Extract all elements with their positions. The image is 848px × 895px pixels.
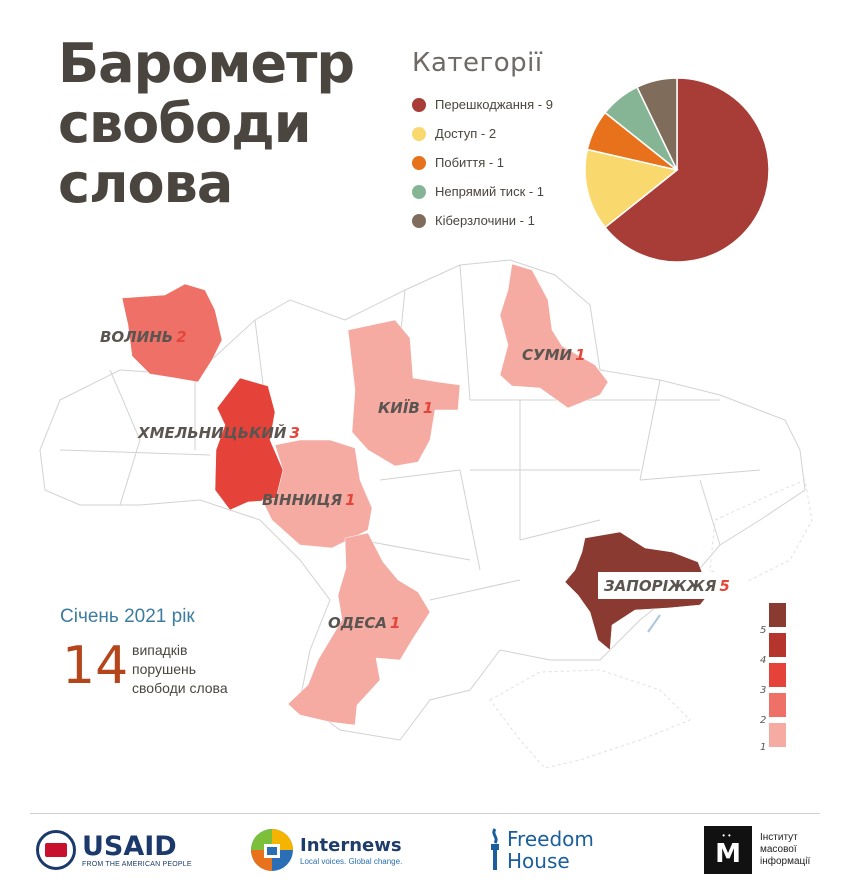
- region-count: 3: [289, 424, 300, 442]
- imi-logo[interactable]: [704, 822, 810, 878]
- scale-label: 4: [760, 655, 767, 666]
- footer-divider: [30, 813, 820, 814]
- usaid-tagline: FROM THE AMERICAN PEOPLE: [82, 860, 192, 868]
- region-name: ВОЛИНЬ: [100, 328, 174, 346]
- title-line: слова: [58, 152, 233, 215]
- usaid-name: USAID: [82, 830, 177, 862]
- scale-swatch-5: [769, 603, 786, 627]
- legend-label: Непрямий тиск - 1: [435, 184, 545, 199]
- desc-line: свободи слова: [132, 680, 228, 696]
- scale-swatch-1: [769, 723, 786, 747]
- usaid-seal-icon: [36, 830, 76, 870]
- imi-line: Інститут: [760, 832, 798, 843]
- scale-swatches: [769, 603, 786, 747]
- region-name: ЗАПОРІЖЖЯ: [604, 577, 717, 595]
- internews-tagline: Local voices. Global change.: [300, 856, 403, 866]
- region-name: СУМИ: [522, 346, 573, 364]
- imi-mark-icon: •• М: [704, 826, 752, 874]
- torch-icon: [488, 827, 502, 873]
- region-name: КИЇВ: [378, 399, 420, 417]
- scale-swatch-2: [769, 693, 786, 717]
- legend-title: Категорії: [412, 48, 543, 78]
- region-name: ОДЕСА: [328, 614, 387, 632]
- region-count: 1: [575, 346, 586, 364]
- imi-line: масової: [760, 844, 797, 855]
- freedom-house-logo[interactable]: [488, 822, 594, 878]
- desc-line: випадків: [132, 642, 188, 658]
- region-count: 2: [176, 328, 187, 346]
- imi-line: інформації: [760, 856, 811, 867]
- region-count: 1: [389, 614, 401, 632]
- scale-label: 5: [760, 625, 767, 636]
- title-line: свободи: [58, 92, 311, 155]
- scale-label: 1: [760, 742, 767, 753]
- internews-name: Internews: [300, 834, 402, 856]
- legend-label: Перешкоджання - 9: [435, 97, 553, 112]
- freedom-line2: House: [507, 849, 570, 873]
- period-label: Січень 2021 рік: [60, 606, 195, 627]
- desc-line: порушень: [132, 661, 197, 677]
- region-count: 1: [422, 399, 434, 417]
- scale-swatch-3: [769, 663, 786, 687]
- freedom-line1: Freedom: [507, 827, 594, 851]
- region-name: ХМЕЛЬНИЦЬКИЙ: [138, 424, 287, 442]
- legend-label: Доступ - 2: [435, 126, 497, 141]
- region-name: ВІННИЦЯ: [262, 491, 343, 509]
- internews-globe-icon: [250, 828, 294, 872]
- title-line: Барометр: [58, 32, 355, 95]
- legend-label: Кіберзлочини - 1: [435, 213, 535, 228]
- internews-logo[interactable]: [250, 822, 402, 878]
- scale-label: 2: [760, 715, 767, 726]
- region-count: 5: [719, 577, 730, 595]
- total-count: 14: [62, 636, 129, 696]
- region-count: 1: [345, 491, 356, 509]
- usaid-logo[interactable]: [36, 822, 192, 878]
- imi-mark: М: [715, 839, 741, 869]
- legend-label: Побиття - 1: [435, 155, 505, 170]
- scale-swatch-4: [769, 633, 786, 657]
- scale-label: 3: [760, 685, 767, 696]
